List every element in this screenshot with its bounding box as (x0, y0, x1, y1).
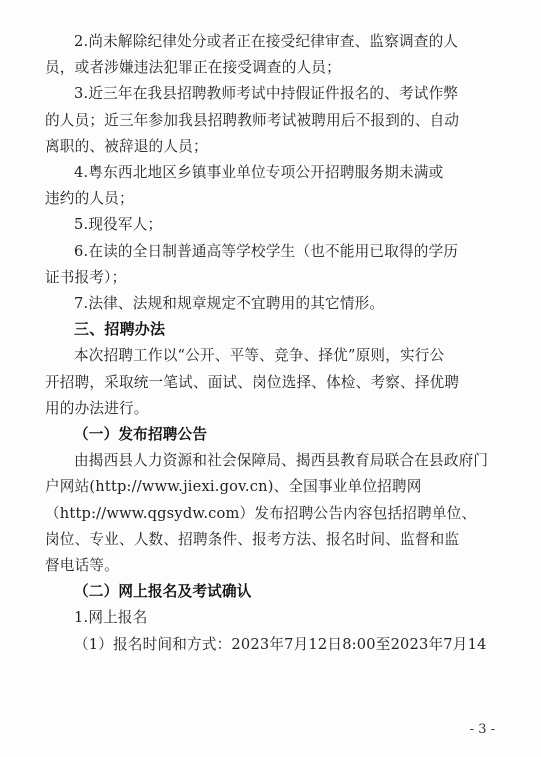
text-line: 1.网上报名 (74, 609, 148, 627)
subsection-heading: （一）发布招聘公告 (74, 426, 208, 443)
text-line: （http://www.qgsydw.com）发布招聘公告内容包括招聘单位、 (45, 504, 477, 522)
text-line: （1）报名时间和方式：2023年7月12日8:00至2023年7月14 (74, 635, 487, 653)
page-number: - 3 - (469, 722, 495, 737)
text-line: 督电话等。 (45, 557, 119, 574)
text-line: 户网站(http://www.jiexi.gov.cn)、全国事业单位招聘网 (45, 478, 422, 496)
text-line: 用的办法进行。 (45, 399, 149, 417)
text-line: 2.尚未解除纪律处分或者正在接受纪律审查、监察调查的人 (74, 33, 459, 50)
subsection-heading: （二）网上报名及考试确认 (74, 583, 252, 601)
text-line: 离职的、被辞退的人员； (45, 137, 208, 155)
text-line: 5.现役军人； (74, 216, 163, 234)
text-line: 6.在读的全日制普通高等学校学生（也不能用已取得的学历 (74, 242, 459, 260)
text-line: 由揭西县人力资源和社会保障局、揭西县教育局联合在县政府门 (74, 452, 489, 470)
text-line: 7.法律、法规和规章规定不宜聘用的其它情形。 (74, 295, 385, 312)
text-line: 3.近三年在我县招聘教师考试中持假证件报名的、考试作弊 (74, 85, 459, 103)
text-line: 岗位、专业、人数、招聘条件、报考方法、报名时间、监督和监 (45, 530, 460, 548)
text-line: 开招聘，采取统一笔试、面试、岗位选择、体检、考察、择优聘 (45, 373, 460, 391)
text-line: 证书报考）； (45, 268, 127, 286)
section-heading: 三、招聘办法 (74, 320, 166, 339)
text-line: 本次招聘工作以“公开、平等、竞争、择优”原则，实行公 (74, 347, 445, 365)
text-line: 4.粤东西北地区乡镇事业单位专项公开招聘服务期未满或 (74, 164, 444, 181)
text-line: 违约的人员； (45, 190, 134, 208)
text-line: 的人员；近三年参加我县招聘教师考试被聘用后不报到的、自动 (45, 111, 460, 129)
text-line: 员，或者涉嫌违法犯罪正在接受调查的人员； (45, 59, 341, 77)
